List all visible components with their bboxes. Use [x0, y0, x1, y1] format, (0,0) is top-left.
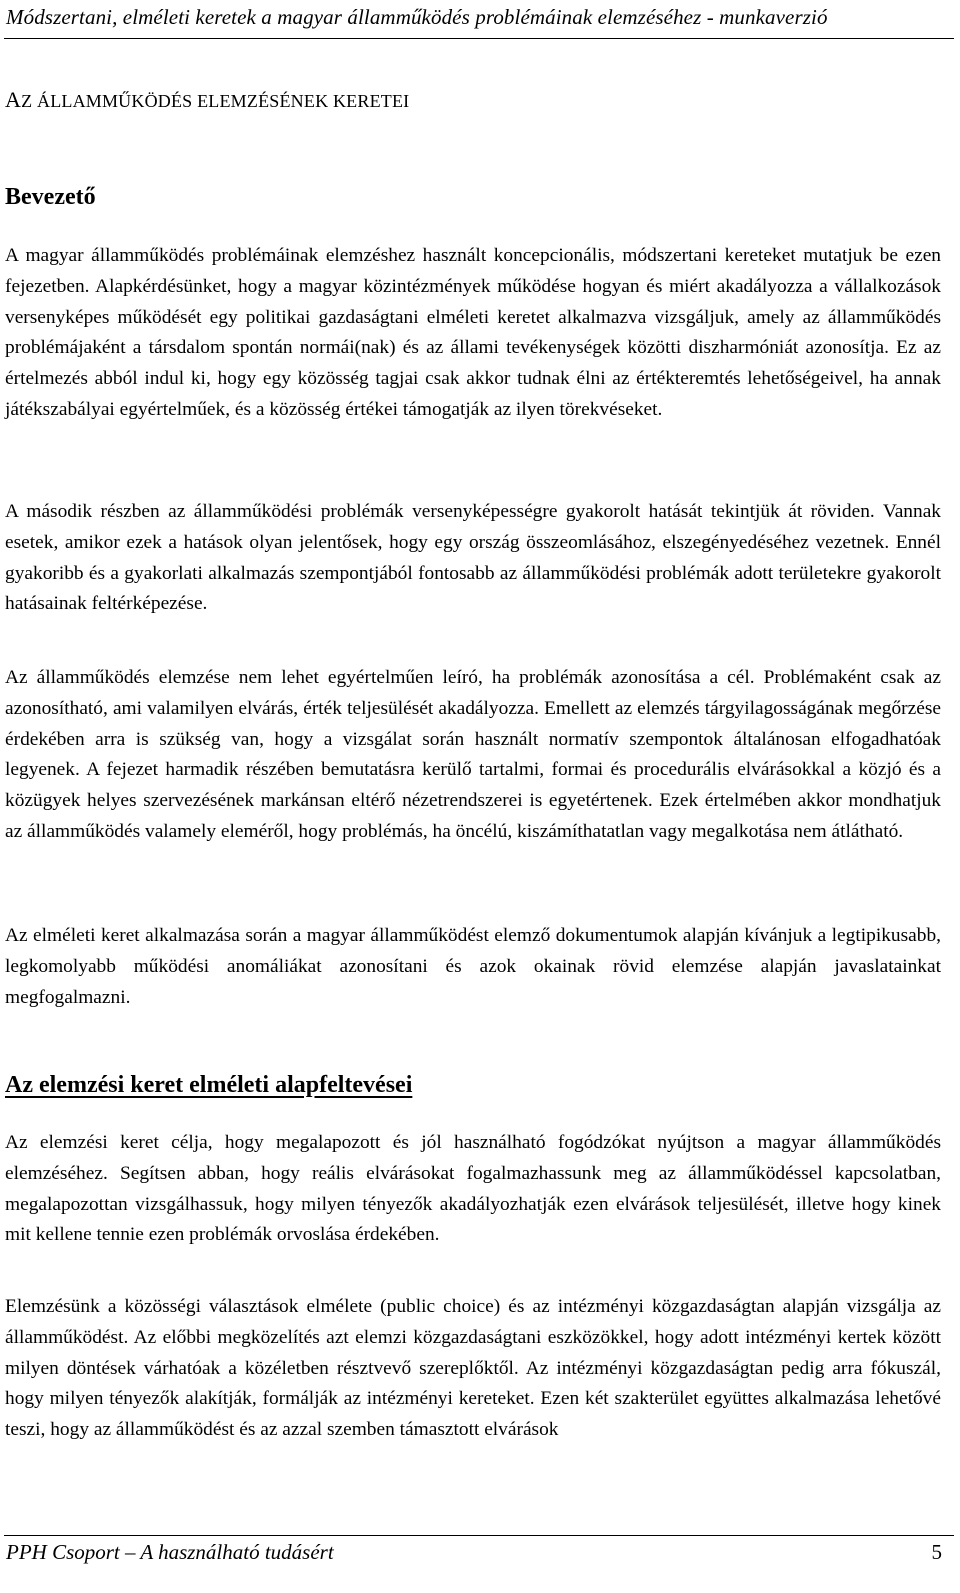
running-header: Módszertani, elméleti keretek a magyar államműködés problémáinak elemzéséhez - munkaverzió	[6, 5, 828, 29]
chapter-title	[5, 86, 409, 115]
paragraph: Az államműködés elemzése nem lehet egyértelműen leíró, ha problémák azonosítása a cél. Problémaként csak az azonosítható, ami valamilyen elvárás, érték teljesülését akadályozza. Emellett az elemzés tárgyilagosságának megőrzése érdekében arra is szükség van, hogy a vizsgálat során használt normatív szempontok általánosan elfogadhatóak legyenek. A fejezet harmadik részében bemutatásra kerülő tartalmi, formai és procedurális elvárásokkal a közjó és a közügyek helyes szervezésének markánsan eltérő nézetrendszerei is egyetértenek. Ezek értelmében akkor mondhatjuk az államműködés valamely eleméről, hogy problémás, ha öncélú, kiszámíthatatlan vagy megalkotása nem átlátható.	[5, 667, 941, 842]
paragraph: Az elméleti keret alkalmazása során a magyar államműködést elemző dokumentumok alapján kívánjuk a legtipikusabb, legkomolyabb működési anomáliákat azonosítani és azok okainak rövid elemzése alapján javaslatainkat megfogalmazni.	[5, 925, 941, 1008]
chapter-title-initial: A	[5, 87, 22, 112]
paragraph: A magyar államműködés problémáinak elemzéshez használt koncepcionális, módszertani kereteket mutatjuk be ezen fejezetben. Alapkérdésünket, hogy a magyar közintézmények működése hogyan és miért akadályozza a vállalkozások versenyképes működését egy politikai gazdaságtani elméleti keretet alkalmazva vizsgáljuk, amely az államműködés problémájaként a társdalom spontán normái(nak) és az állami tevékenységek közötti diszharmóniát azonosítja. Ez az értelmezés abból indul ki, hogy egy közösség tagjai csak akkor tudnak élni az értékteremtés lehetőségeivel, ha annak játékszabályai egyértelműek, és a közösség értékei támogatják az ilyen törekvéseket.	[5, 245, 941, 420]
header-divider	[4, 38, 954, 39]
paragraph: A második részben az államműködési problémák versenyképességre gyakorolt hatását tekintjük át röviden. Vannak esetek, amikor ezek a hatások olyan jelentősek, hogy egy ország összeomlásához, elszegényedéséhez vezetnek. Ennél gyakoribb és a gyakorlati alkalmazás szempontjából fontosabb az államműködési problémák adott területekre gyakorolt hatásainak feltérképezése.	[5, 501, 941, 615]
page-number: 5	[931, 1540, 942, 1564]
section-title-bevezeto: Bevezető	[5, 184, 96, 210]
section-title-alapfeltevesek: Az elemzési keret elméleti alapfeltevései	[5, 1072, 413, 1098]
paragraph: Az elemzési keret célja, hogy megalapozott és jól használható fogódzókat nyújtson a magyar államműködés elemzéséhez. Segítsen abban, hogy reális elvárásokat fogalmazhassunk meg az államműködéssel kapcsolatban, megalapozottan vizsgálhassuk, hogy milyen tényezők akadályozhatják ezen elvárások teljesülését, illetve hogy kinek mit kellene tennie ezen problémák orvoslása érdekében.	[5, 1132, 941, 1246]
footer-text: PPH Csoport – A használható tudásért	[6, 1540, 334, 1564]
chapter-title-rest: Z ÁLLAMMŰKÖDÉS ELEMZÉSÉNEK KERETEI	[21, 91, 410, 111]
footer-divider	[4, 1535, 954, 1536]
paragraph: Elemzésünk a közösségi választások elmélete (public choice) és az intézményi közgazdaságtan alapján vizsgálja az államműködést. Az előbbi megközelítés azt elemzi közgazdaságtani eszközökkel, hogy adott intézményi kertek között milyen döntések várhatóak a közéletben résztvevő szereplőktől. Az intézményi közgazdaságtan pedig arra fókuszál, hogy milyen tényezők alakítják, formálják az intézményi kereteket. Ezen két szakterület együttes alkalmazása lehetővé teszi, hogy az államműködést és az azzal szemben támasztott elvárások	[5, 1296, 941, 1441]
